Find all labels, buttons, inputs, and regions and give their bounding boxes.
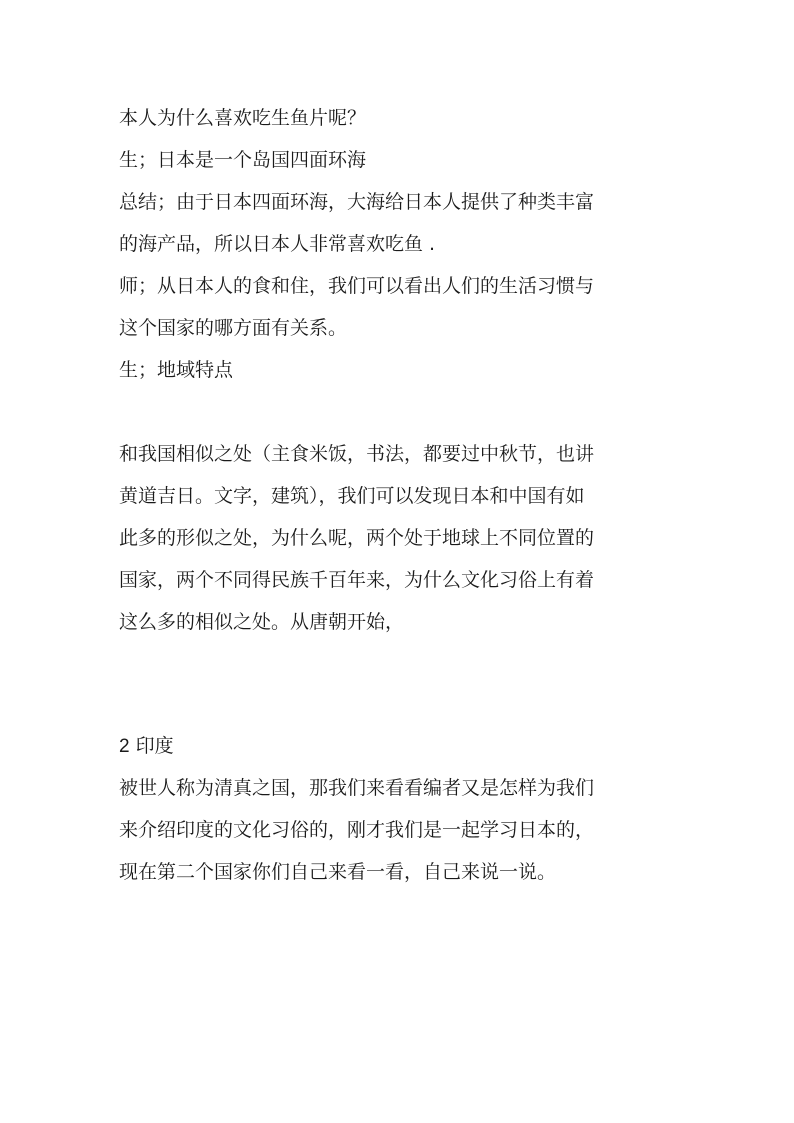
text-line: 国家，两个不同得民族千百年来，为什么文化习俗上有着 xyxy=(119,569,595,591)
text-line: 生；地域特点 xyxy=(119,359,234,381)
text-line: 来介绍印度的文化习俗的，刚才我们是一起学习日本的， xyxy=(119,819,595,841)
text-line: 这个国家的哪方面有关系。 xyxy=(119,317,348,339)
text-line: 生；日本是一个岛国四面环海 xyxy=(119,149,367,171)
text-line: 和我国相似之处（主食米饭，书法，都要过中秋节，也讲 xyxy=(119,443,595,465)
section-heading-india xyxy=(119,734,679,759)
text-line: 师；从日本人的食和住，我们可以看出人们的生活习惯与 xyxy=(119,275,595,297)
text-line: 此多的形似之处，为什么呢，两个处于地球上不同位置的 xyxy=(119,527,595,549)
section-title: 印度 xyxy=(135,735,174,757)
text-line: 本人为什么喜欢吃生鱼片呢？ xyxy=(119,107,367,129)
section-number: 2 xyxy=(119,736,130,757)
text-line: 黄道吉日。文字，建筑），我们可以发现日本和中国有如 xyxy=(119,485,585,507)
text-line: 总结；由于日本四面环海，大海给日本人提供了种类丰富 xyxy=(119,191,595,213)
text-line: 的海产品，所以日本人非常喜欢吃鱼 . xyxy=(119,233,436,255)
text-line: 被世人称为清真之国，那我们来看看编者又是怎样为我们 xyxy=(119,777,595,799)
text-line: 这么多的相似之处。从唐朝开始， xyxy=(119,611,405,633)
text-line: 现在第二个国家你们自己来看一看，自己来说一说。 xyxy=(119,861,557,883)
